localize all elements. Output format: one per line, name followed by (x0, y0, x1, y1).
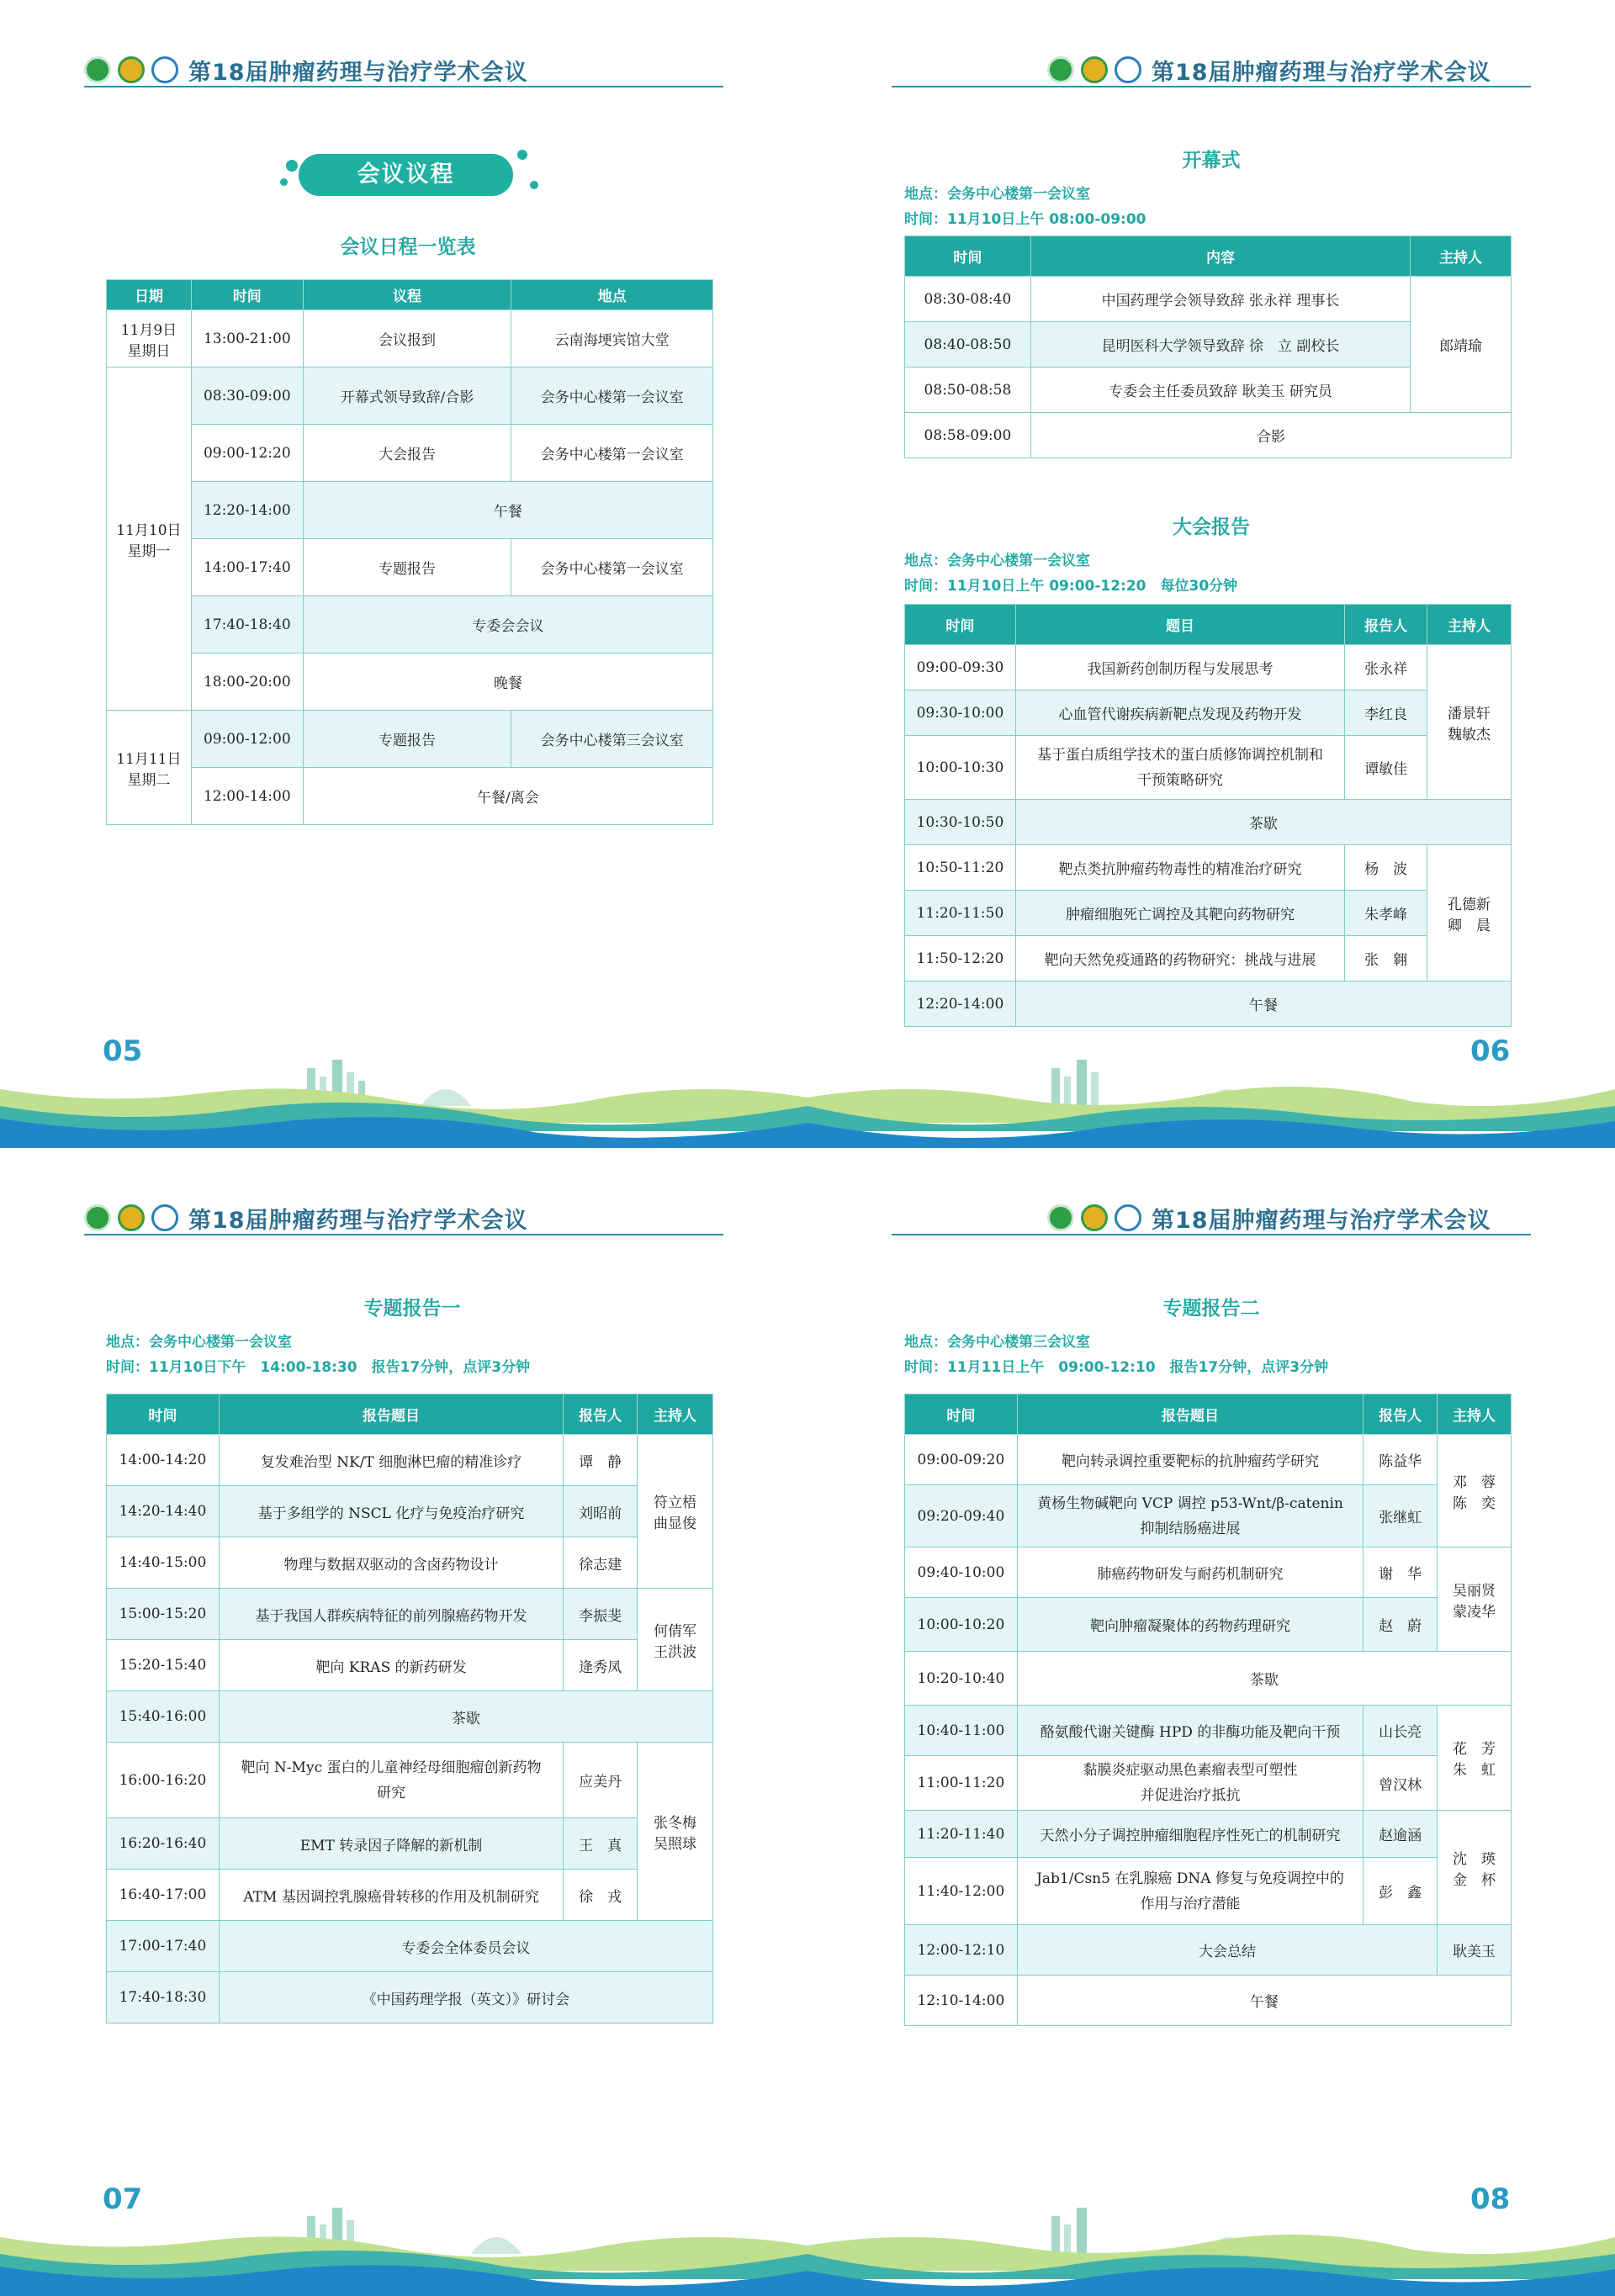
host-cell: 邓 蓉 陈 奕 (1438, 1435, 1512, 1547)
agenda-cell: 会议报到 (303, 310, 511, 368)
topic-cell: 茶歇 (219, 1691, 712, 1743)
time-cell: 08:30-08:40 (905, 277, 1031, 322)
time-cell: 15:00-15:20 (107, 1589, 220, 1640)
column-header: 时间 (107, 1394, 220, 1435)
topic-cell: 靶向 KRAS 的新药研发 (219, 1640, 563, 1691)
host-cell: 郎靖瑜 (1411, 277, 1512, 413)
header-divider (84, 1234, 723, 1235)
speaker-cell: 刘昭前 (564, 1486, 638, 1537)
column-header: 报告人 (1345, 605, 1427, 645)
plenary-title: 大会报告 (1173, 516, 1250, 538)
time-cell: 10:40-11:00 (905, 1706, 1018, 1756)
committee-logo-icon (1115, 1204, 1141, 1231)
agenda-banner: 会议议程 (299, 154, 513, 196)
time-cell: 08:40-08:50 (905, 322, 1031, 368)
time-cell: 08:50-08:58 (905, 368, 1031, 413)
time-cell: 12:10-14:00 (905, 1976, 1018, 2026)
column-header: 报告人 (564, 1394, 638, 1435)
time-cell: 08:30-09:00 (191, 368, 303, 425)
opening-table (904, 235, 1512, 458)
session-one-title: 专题报告一 (363, 1298, 461, 1320)
page-06 (808, 0, 1615, 1148)
page-header (84, 52, 528, 87)
conference-title: 第18届肿瘤药理与治疗学术会议 (1152, 59, 1491, 86)
speaker-cell: 张继虹 (1363, 1485, 1438, 1547)
speaker-cell: 应美丹 (564, 1743, 638, 1818)
speaker-cell: 李振斐 (564, 1589, 638, 1640)
content-cell: 昆明医科大学领导致辞 徐 立 副校长 (1030, 322, 1410, 368)
time-cell: 12:00-14:00 (191, 768, 303, 825)
host-cell: 何倩军 王洪波 (638, 1589, 713, 1691)
topic-cell: ATM 基因调控乳腺癌骨转移的作用及机制研究 (219, 1870, 563, 1921)
society-logo-icon (84, 56, 111, 83)
conference-title: 第18届肿瘤药理与治疗学术会议 (188, 59, 528, 86)
column-header: 报告题目 (1017, 1394, 1363, 1435)
topic-cell: 靶点类抗肿瘤药物毒性的精准治疗研究 (1015, 845, 1344, 891)
time-cell: 10:50-11:20 (905, 845, 1016, 891)
column-header: 时间 (191, 280, 303, 310)
host-cell: 沈 瑛 金 杯 (1438, 1811, 1512, 1925)
time-cell: 17:40-18:30 (107, 1972, 220, 2024)
column-header: 主持人 (1411, 236, 1512, 277)
plenary-time: 时间：11月10日上午 09:00-12:20 每位30分钟 (904, 578, 1238, 595)
speaker-cell: 杨 波 (1345, 845, 1427, 891)
date-cell: 11月11日 星期二 (107, 711, 192, 825)
speaker-cell: 徐 戎 (564, 1870, 638, 1921)
committee-logo-icon (1115, 56, 1141, 83)
speaker-cell: 徐志建 (564, 1537, 638, 1589)
society-logo-icon (1047, 56, 1074, 83)
page-header (84, 1200, 528, 1235)
topic-cell: 基于多组学的 NSCL 化疗与免疫治疗研究 (219, 1486, 563, 1537)
agenda-cell: 大会报告 (303, 425, 511, 482)
topic-cell: 肺癌药物研发与耐药机制研究 (1017, 1547, 1363, 1598)
schedule-overview-title: 会议日程一览表 (340, 236, 476, 258)
topic-cell: 茶歇 (1015, 800, 1511, 845)
speaker-cell: 赵逾涵 (1363, 1811, 1438, 1858)
footer-landscape-art (0, 1055, 808, 1148)
column-header: 主持人 (1427, 605, 1512, 645)
society-logo-icon (84, 1204, 111, 1231)
plenary-table (904, 604, 1512, 1027)
time-cell: 11:50-12:20 (905, 936, 1016, 981)
time-cell: 10:30-10:50 (905, 800, 1016, 845)
time-cell: 09:00-09:30 (905, 645, 1016, 690)
time-cell: 12:20-14:00 (905, 981, 1016, 1027)
time-cell: 17:00-17:40 (107, 1921, 220, 1972)
header-divider (892, 86, 1531, 87)
time-cell: 17:40-18:40 (191, 596, 303, 653)
topic-cell: 专委会全体委员会议 (219, 1921, 712, 1972)
agenda-cell: 开幕式领导致辞/合影 (303, 368, 511, 425)
time-cell: 16:00-16:20 (107, 1743, 220, 1818)
speaker-cell: 陈益华 (1363, 1435, 1438, 1485)
place-cell: 会务中心楼第一会议室 (511, 368, 713, 425)
column-header: 时间 (905, 236, 1031, 277)
speaker-cell: 谭 静 (564, 1435, 638, 1486)
place-cell: 会务中心楼第一会议室 (511, 425, 713, 482)
column-header: 议程 (303, 280, 511, 310)
speaker-cell: 朱孝峰 (1345, 891, 1427, 936)
time-cell: 12:00-12:10 (905, 1925, 1018, 1976)
footer-landscape-art (808, 1055, 1615, 1148)
date-cell: 11月9日 星期日 (107, 310, 192, 368)
time-cell: 14:20-14:40 (107, 1486, 220, 1537)
opening-location: 地点：会务中心楼第一会议室 (904, 186, 1090, 203)
speaker-cell: 谢 华 (1363, 1547, 1438, 1598)
session-two-title: 专题报告二 (1162, 1298, 1260, 1320)
topic-cell: EMT 转录因子降解的新机制 (219, 1818, 563, 1870)
topic-cell: 基于蛋白质组学技术的蛋白质修饰调控机制和 干预策略研究 (1015, 736, 1344, 800)
time-cell: 09:20-09:40 (905, 1485, 1018, 1547)
time-cell: 08:58-09:00 (905, 413, 1031, 458)
time-cell: 13:00-21:00 (191, 310, 303, 368)
agenda-cell: 专题报告 (303, 539, 511, 596)
time-cell: 09:00-12:00 (191, 711, 303, 768)
time-cell: 11:20-11:40 (905, 1811, 1018, 1858)
page-number: 07 (103, 2182, 143, 2216)
speaker-cell: 张永祥 (1345, 645, 1427, 690)
university-logo-icon (1081, 1204, 1108, 1231)
speaker-cell: 谭敏佳 (1345, 736, 1427, 800)
page-header (1047, 1200, 1491, 1235)
column-header: 时间 (905, 1394, 1018, 1435)
session-two-table (904, 1394, 1512, 2026)
time-cell: 18:00-20:00 (191, 653, 303, 711)
topic-cell: 肿瘤细胞死亡调控及其靶向药物研究 (1015, 891, 1344, 936)
session-two-time: 时间：11月11日上午 09:00-12:10 报告17分钟，点评3分钟 (904, 1359, 1329, 1376)
column-header: 主持人 (1438, 1394, 1512, 1435)
session-one-location: 地点：会务中心楼第一会议室 (106, 1334, 292, 1351)
page-header (1047, 52, 1491, 87)
content-cell: 专委会主任委员致辞 耿美玉 研究员 (1030, 368, 1410, 413)
footer-landscape-art (808, 2203, 1615, 2296)
content-cell: 中国药理学会领导致辞 张永祥 理事长 (1030, 277, 1410, 322)
column-header: 主持人 (638, 1394, 713, 1435)
time-cell: 11:40-12:00 (905, 1858, 1018, 1925)
content-cell: 合影 (1030, 413, 1511, 458)
time-cell: 16:20-16:40 (107, 1818, 220, 1870)
time-cell: 10:20-10:40 (905, 1652, 1018, 1706)
host-cell: 孔德新 卿 晨 (1427, 845, 1512, 981)
speaker-cell: 山长亮 (1363, 1706, 1438, 1756)
university-logo-icon (118, 1204, 145, 1231)
committee-logo-icon (151, 1204, 178, 1231)
university-logo-icon (1081, 56, 1108, 83)
conference-title: 第18届肿瘤药理与治疗学术会议 (1152, 1207, 1491, 1234)
time-cell: 09:00-12:20 (191, 425, 303, 482)
page-number: 08 (1470, 2182, 1511, 2216)
speaker-cell: 张 翱 (1345, 936, 1427, 981)
topic-cell: 黄杨生物碱靶向 VCP 调控 p53-Wnt/β-catenin 抑制结肠癌进展 (1017, 1485, 1363, 1547)
time-cell: 15:20-15:40 (107, 1640, 220, 1691)
speaker-cell: 王 真 (564, 1818, 638, 1870)
time-cell: 10:00-10:20 (905, 1598, 1018, 1652)
topic-cell: Jab1/Csn5 在乳腺癌 DNA 修复与免疫调控中的 作用与治疗潜能 (1017, 1858, 1363, 1925)
host-cell: 吴丽贤 蒙凌华 (1438, 1547, 1512, 1652)
place-cell: 云南海埂宾馆大堂 (511, 310, 713, 368)
time-cell: 09:00-09:20 (905, 1435, 1018, 1485)
place-cell: 会务中心楼第三会议室 (511, 711, 713, 768)
topic-cell: 复发难治型 NK/T 细胞淋巴瘤的精准诊疗 (219, 1435, 563, 1486)
column-header: 报告题目 (219, 1394, 563, 1435)
time-cell: 11:00-11:20 (905, 1756, 1018, 1811)
agenda-cell: 专题报告 (303, 711, 511, 768)
column-header: 内容 (1030, 236, 1410, 277)
opening-title: 开幕式 (1182, 150, 1241, 172)
topic-cell: 我国新药创制历程与发展思考 (1015, 645, 1344, 690)
banner-dot (286, 160, 298, 172)
time-cell: 14:00-17:40 (191, 539, 303, 596)
page-05 (0, 0, 808, 1148)
topic-cell: 靶向天然免疫通路的药物研究：挑战与进展 (1015, 936, 1344, 981)
date-cell: 11月10日 星期一 (107, 368, 192, 711)
topic-cell: 黏膜炎症驱动黑色素瘤表型可塑性 并促进治疗抵抗 (1017, 1756, 1363, 1811)
column-header: 报告人 (1363, 1394, 1438, 1435)
agenda-cell: 午餐/离会 (303, 768, 712, 825)
page-number: 05 (103, 1034, 143, 1068)
opening-time: 时间：11月10日上午 08:00-09:00 (904, 211, 1146, 228)
speaker-cell: 彭 鑫 (1363, 1858, 1438, 1925)
topic-cell: 午餐 (1017, 1976, 1511, 2026)
host-cell: 潘景轩 魏敏杰 (1427, 645, 1512, 800)
session-one-table (106, 1394, 713, 2024)
session-one-time: 时间：11月10日下午 14:00-18:30 报告17分钟，点评3分钟 (106, 1359, 531, 1376)
page-number: 06 (1470, 1034, 1511, 1068)
topic-cell: 基于我国人群疾病特征的前列腺癌药物开发 (219, 1589, 563, 1640)
topic-cell: 茶歇 (1017, 1652, 1511, 1706)
time-cell: 09:30-10:00 (905, 690, 1016, 736)
session-two-location: 地点：会务中心楼第三会议室 (904, 1334, 1090, 1351)
page-07 (0, 1148, 808, 2296)
topic-cell: 午餐 (1015, 981, 1511, 1027)
host-cell: 花 芳 朱 虹 (1438, 1706, 1512, 1811)
time-cell: 14:40-15:00 (107, 1537, 220, 1589)
banner-dot (280, 178, 288, 186)
host-cell: 耿美玉 (1438, 1925, 1512, 1976)
topic-cell: 心血管代谢疾病新靶点发现及药物开发 (1015, 690, 1344, 736)
topic-cell: 靶向肿瘤凝聚体的药物药理研究 (1017, 1598, 1363, 1652)
conference-title: 第18届肿瘤药理与治疗学术会议 (188, 1207, 528, 1234)
topic-cell: 靶向转录调控重要靶标的抗肿瘤药学研究 (1017, 1435, 1363, 1485)
column-header: 地点 (511, 280, 713, 310)
time-cell: 12:20-14:00 (191, 482, 303, 539)
speaker-cell: 逄秀凤 (564, 1640, 638, 1691)
page-08 (808, 1148, 1615, 2296)
column-header: 日期 (107, 280, 192, 310)
topic-cell: 靶向 N-Myc 蛋白的儿童神经母细胞瘤创新药物 研究 (219, 1743, 563, 1818)
topic-cell: 《中国药理学报（英文）》研讨会 (219, 1972, 712, 2024)
time-cell: 09:40-10:00 (905, 1547, 1018, 1598)
column-header: 时间 (905, 605, 1016, 645)
host-cell: 张冬梅 吴照球 (638, 1743, 713, 1921)
speaker-cell: 曾汉林 (1363, 1756, 1438, 1811)
agenda-cell: 午餐 (303, 482, 712, 539)
banner-dot (530, 181, 538, 189)
time-cell: 10:00-10:30 (905, 736, 1016, 800)
university-logo-icon (118, 56, 145, 83)
time-cell: 16:40-17:00 (107, 1870, 220, 1921)
time-cell: 15:40-16:00 (107, 1691, 220, 1743)
topic-cell: 天然小分子调控肿瘤细胞程序性死亡的机制研究 (1017, 1811, 1363, 1858)
topic-cell: 酪氨酸代谢关键酶 HPD 的非酶功能及靶向干预 (1017, 1706, 1363, 1756)
host-cell: 符立梧 曲显俊 (638, 1435, 713, 1589)
time-cell: 11:20-11:50 (905, 891, 1016, 936)
place-cell: 会务中心楼第一会议室 (511, 539, 713, 596)
speaker-cell: 李红良 (1345, 690, 1427, 736)
time-cell: 14:00-14:20 (107, 1435, 220, 1486)
plenary-location: 地点：会务中心楼第一会议室 (904, 553, 1090, 569)
topic-cell: 物理与数据双驱动的含卤药物设计 (219, 1537, 563, 1589)
agenda-cell: 专委会会议 (303, 596, 712, 653)
speaker-cell: 赵 蔚 (1363, 1598, 1438, 1652)
header-divider (84, 86, 723, 87)
society-logo-icon (1047, 1204, 1074, 1231)
header-divider (892, 1234, 1531, 1235)
agenda-cell: 晚餐 (303, 653, 712, 711)
banner-dot (517, 150, 527, 160)
schedule-overview-table (106, 279, 713, 825)
column-header: 题目 (1015, 605, 1344, 645)
topic-cell: 大会总结 (1017, 1925, 1437, 1976)
committee-logo-icon (151, 56, 178, 83)
footer-landscape-art (0, 2203, 808, 2296)
